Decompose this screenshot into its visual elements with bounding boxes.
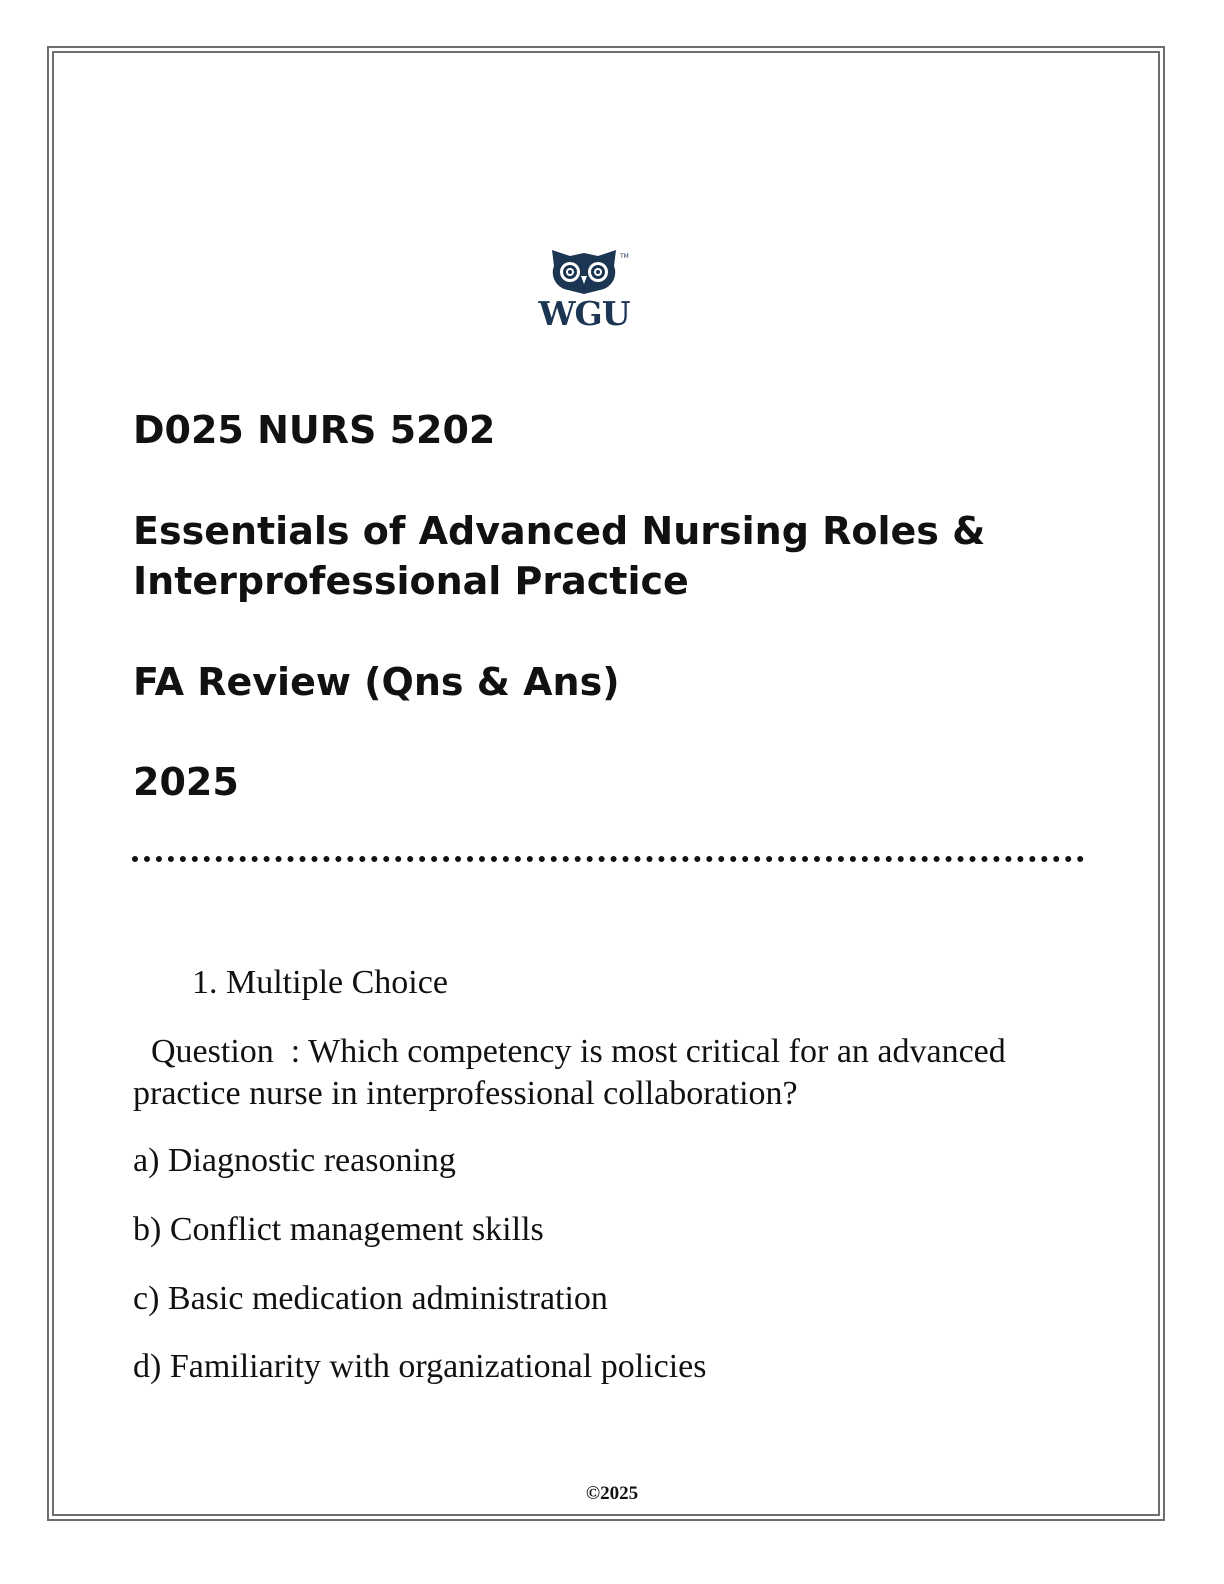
question-type: 1. Multiple Choice [192, 964, 448, 1001]
copyright-footer: ©2025 [585, 1483, 639, 1504]
question-prompt [133, 1031, 1073, 1115]
logo-wordmark: WGU [538, 294, 630, 333]
course-title-line-2: Interprofessional Practice [133, 559, 689, 603]
svg-text:TM: TM [620, 253, 629, 260]
answer-option-c: c) Basic medication administration [133, 1280, 608, 1317]
review-title: FA Review (Qns & Ans) [133, 660, 620, 704]
owl-icon [530, 246, 638, 296]
question-text: : Which competency is most critical for an advanced practice nurse in interprofessional collaboration? [133, 1033, 1006, 1112]
course-title [133, 506, 985, 606]
answer-option-a: a) Diagnostic reasoning [133, 1142, 456, 1179]
dotted-divider [132, 856, 1084, 862]
document-year: 2025 [133, 760, 239, 804]
course-title-line-1: Essentials of Advanced Nursing Roles & [133, 509, 986, 553]
answer-option-d: d) Familiarity with organizational policies [133, 1348, 707, 1385]
question-label: Question [151, 1033, 274, 1070]
course-code: D025 NURS 5202 [133, 408, 496, 452]
wgu-logo [530, 246, 638, 336]
answer-option-b: b) Conflict management skills [133, 1211, 544, 1248]
